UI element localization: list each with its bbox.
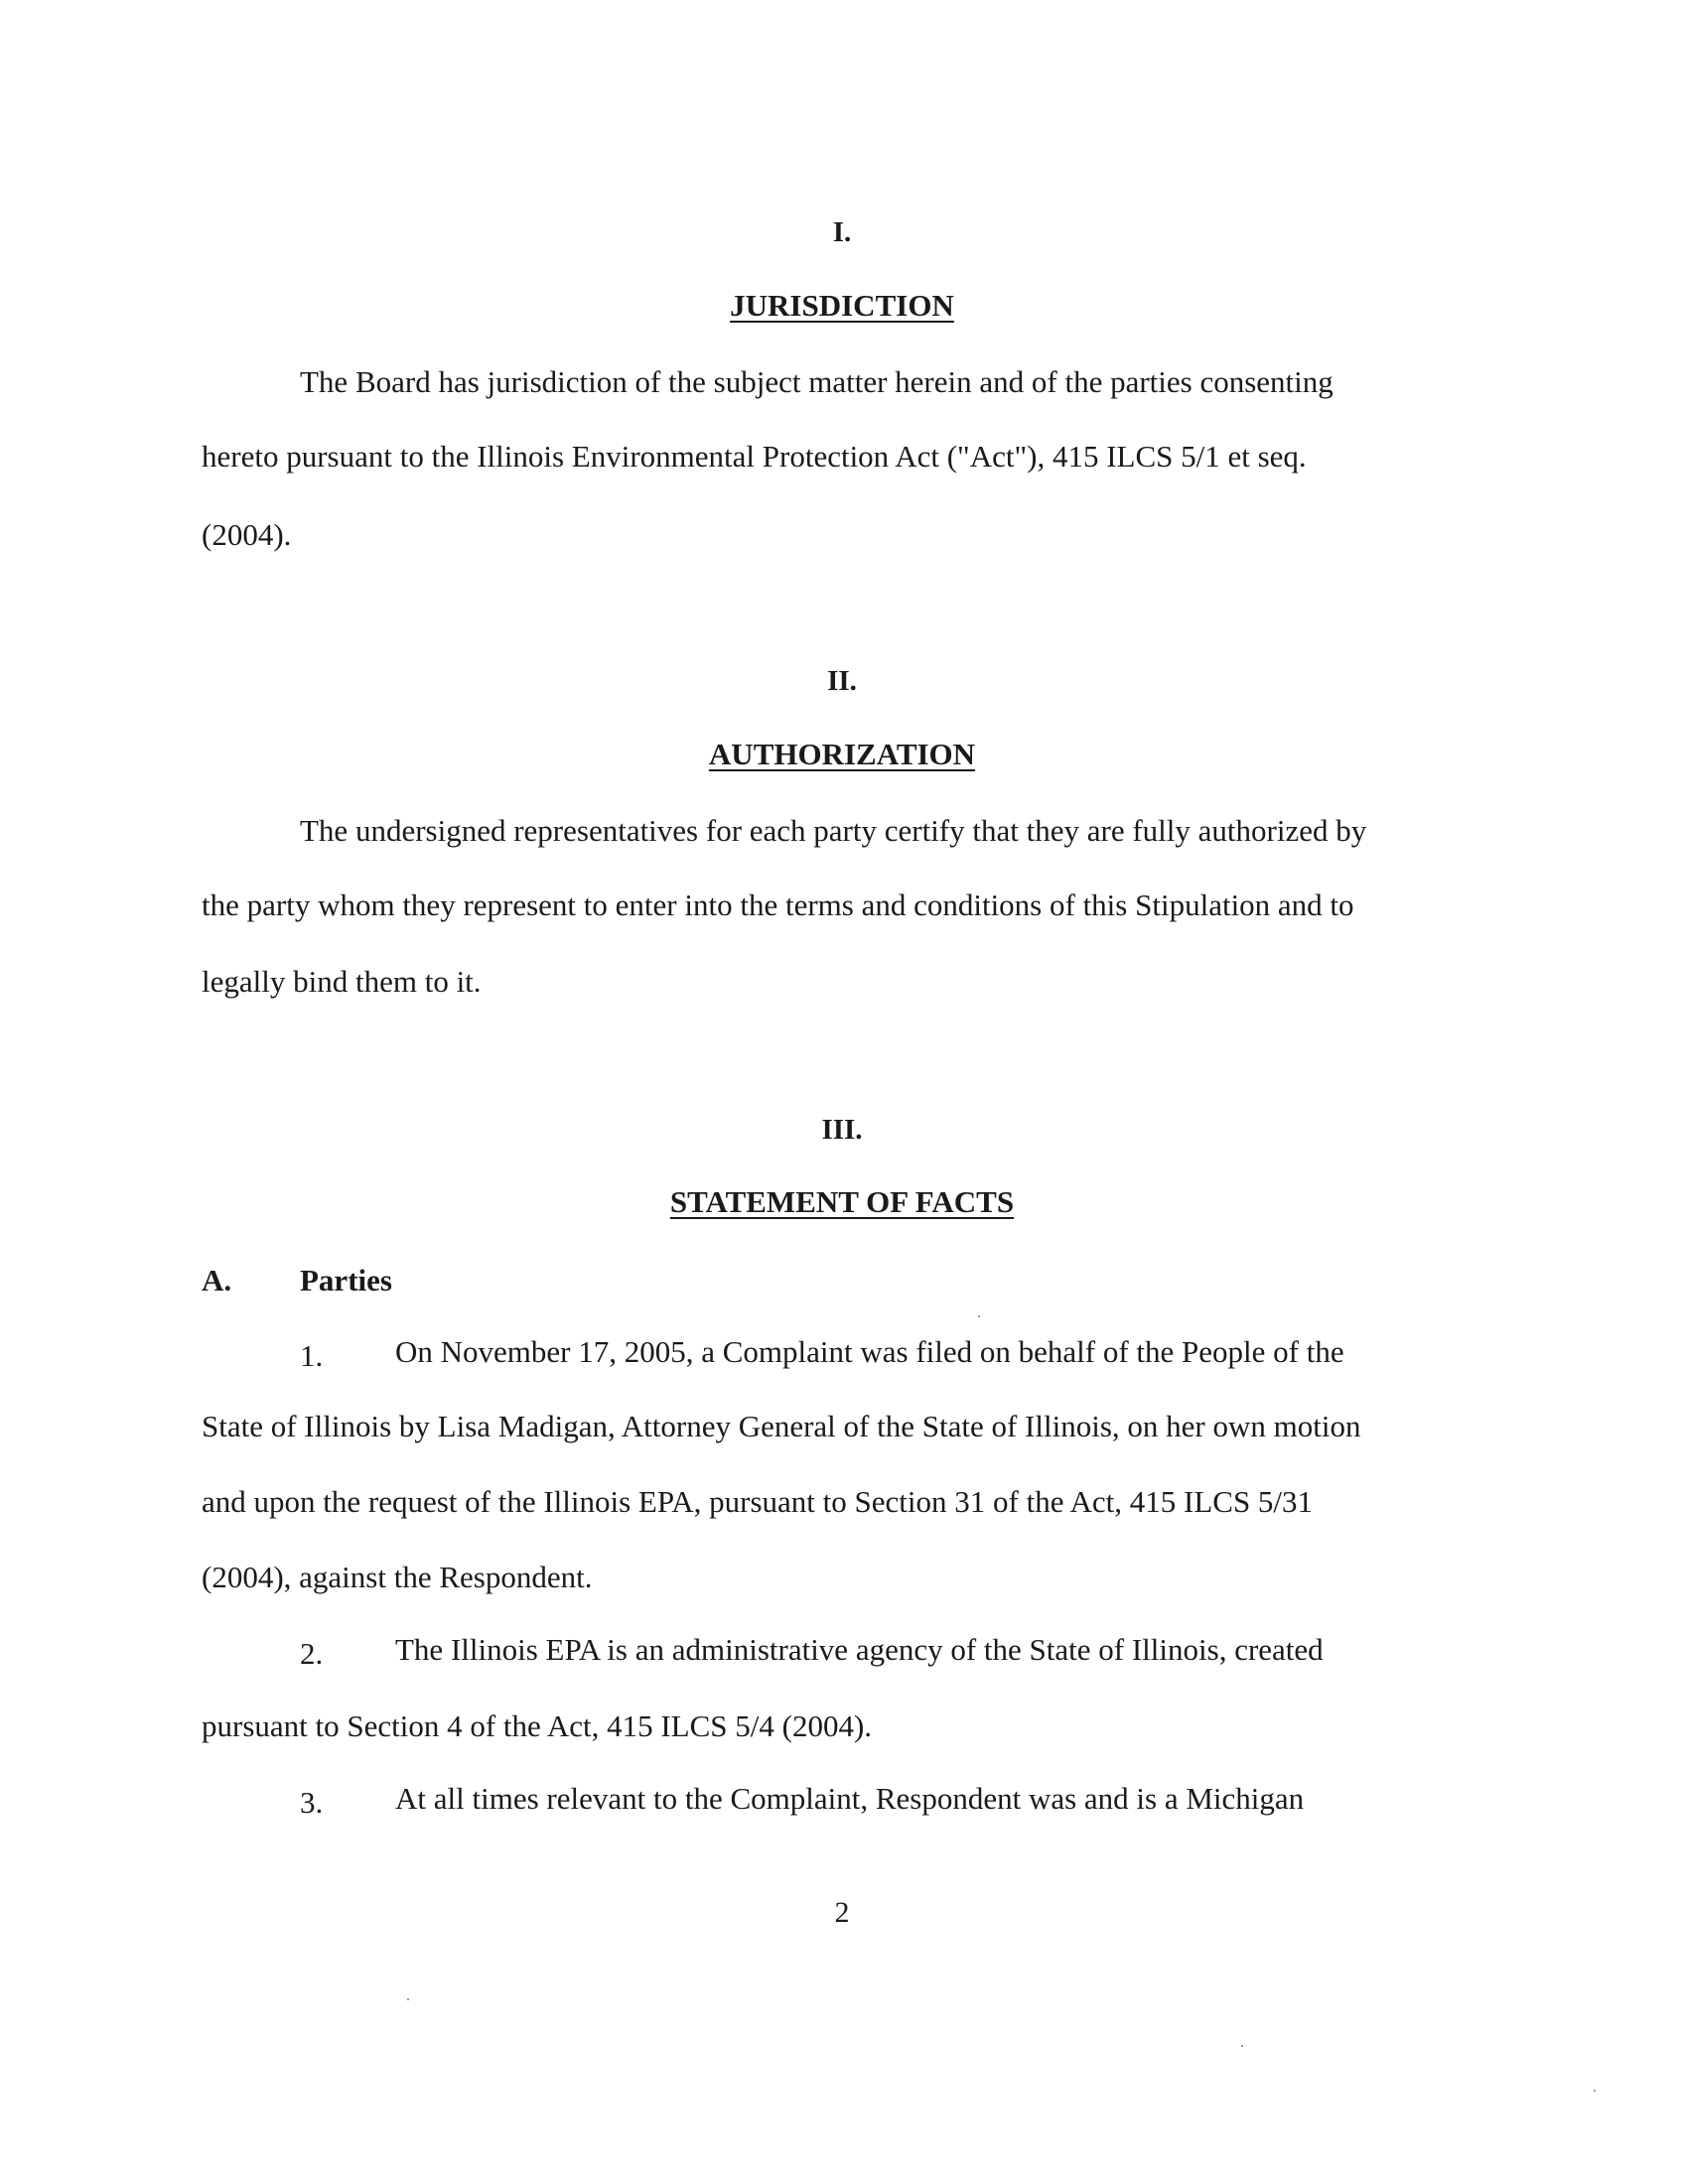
paragraph-line: legally bind them to it. bbox=[202, 964, 482, 999]
paragraph-line: The undersigned representatives for each party certify that they are fully authorized by bbox=[300, 813, 1367, 848]
paragraph-line: The Board has jurisdiction of the subject matter herein and of the parties consenting bbox=[300, 364, 1333, 399]
scan-speck bbox=[1241, 2045, 1243, 2047]
scan-speck bbox=[407, 1998, 409, 2000]
section-numeral-ii: II. bbox=[827, 665, 857, 697]
paragraph-line: (2004). bbox=[202, 517, 292, 552]
paragraph-line: the party whom they represent to enter into the terms and conditions of this Stipulation and to bbox=[202, 887, 1354, 922]
scan-speck bbox=[978, 1315, 980, 1317]
page-number: 2 bbox=[834, 1896, 850, 1929]
paragraph-line: hereto pursuant to the Illinois Environmental Protection Act ("Act"), 415 ILCS 5/1 et seq. bbox=[202, 439, 1307, 474]
paragraph-line: On November 17, 2005, a Complaint was filed on behalf of the People of the bbox=[395, 1334, 1344, 1369]
section-numeral-i: I. bbox=[832, 216, 852, 248]
item-number: 3. bbox=[300, 1785, 324, 1820]
subsection-letter: A. bbox=[202, 1263, 232, 1297]
section-heading-authorization: AUTHORIZATION bbox=[708, 737, 976, 771]
section-numeral-iii: III. bbox=[821, 1114, 863, 1146]
section-heading-statement-of-facts: STATEMENT OF FACTS bbox=[669, 1184, 1015, 1219]
paragraph-line: (2004), against the Respondent. bbox=[202, 1560, 593, 1594]
paragraph-line: At all times relevant to the Complaint, Respondent was and is a Michigan bbox=[395, 1781, 1305, 1816]
item-number: 1. bbox=[300, 1338, 324, 1373]
paragraph-line: The Illinois EPA is an administrative agency of the State of Illinois, created bbox=[395, 1632, 1324, 1667]
subsection-title: Parties bbox=[300, 1263, 392, 1297]
item-number: 2. bbox=[300, 1636, 324, 1671]
paragraph-line: and upon the request of the Illinois EPA, pursuant to Section 31 of the Act, 415 ILCS 5/31 bbox=[202, 1484, 1314, 1519]
paragraph-line: pursuant to Section 4 of the Act, 415 ILCS 5/4 (2004). bbox=[202, 1708, 873, 1743]
paragraph-line: State of Illinois by Lisa Madigan, Attorney General of the State of Illinois, on her own motion bbox=[202, 1409, 1361, 1443]
section-heading-jurisdiction: JURISDICTION bbox=[730, 288, 954, 323]
scan-speck bbox=[1594, 2090, 1596, 2092]
